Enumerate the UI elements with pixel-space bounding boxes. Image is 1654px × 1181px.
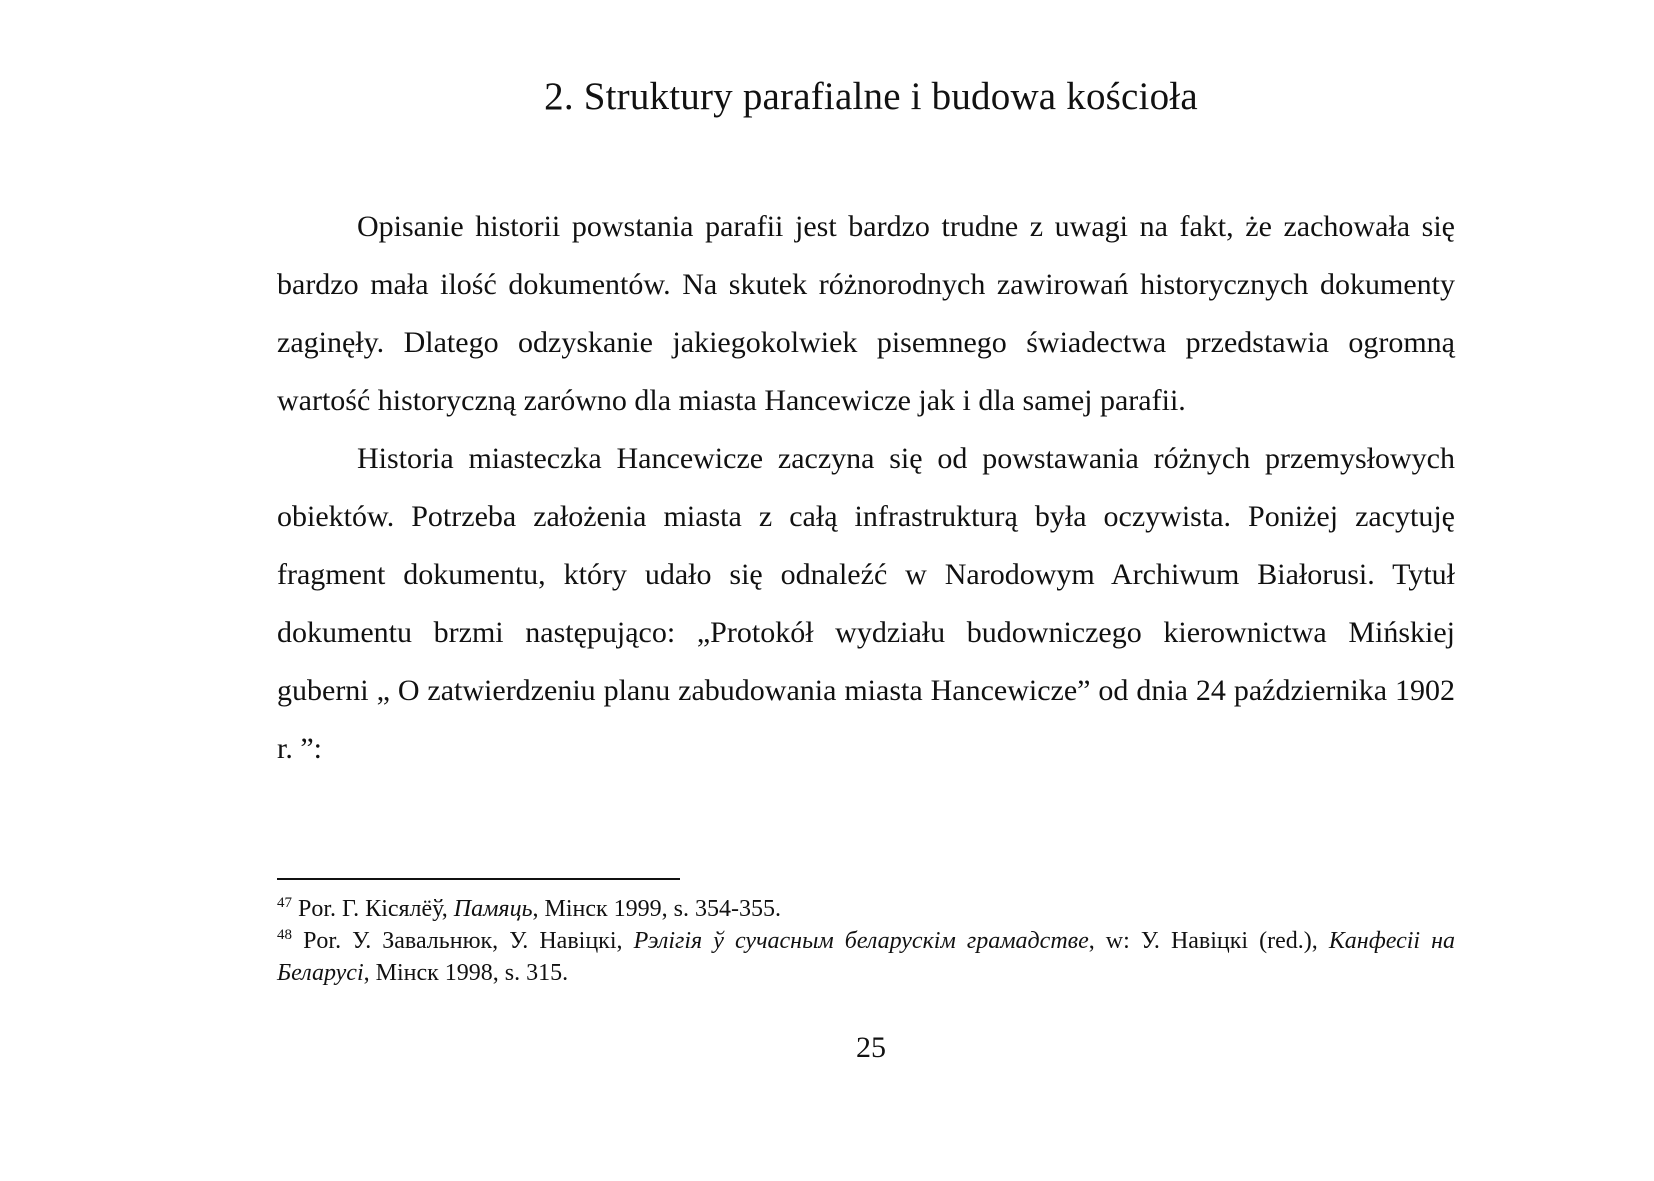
footnote-48 xyxy=(277,925,1455,989)
footnote-47 xyxy=(277,893,1455,925)
footnote-text: Por. У. Завальнюк, У. Навіцкі, xyxy=(303,928,634,954)
paragraph: Opisanie historii powstania parafii jest bardzo trudne z uwagi na fakt, że zachowała się bardzo mała ilość dokumentów. Na skutek różnorodnych zawirowań historycznych dokumenty zaginęły. Dlatego odzyskanie jakiegokolwiek pisemnego świadectwa przedstawia ogromną wartość historyczną zarówno dla miasta Hancewicze jak i dla samej parafii. xyxy=(277,210,1455,417)
footnote-title: Памяць xyxy=(453,896,533,922)
footnote-number: 48 xyxy=(277,927,292,943)
footnote-number: 47 xyxy=(277,895,292,911)
footnote-separator xyxy=(277,878,680,880)
footnotes xyxy=(277,893,1455,989)
chapter-title: 2. Struktury parafialne i budowa kościoła xyxy=(544,75,1198,118)
footnote-text: , w: У. Навіцкі (red.), xyxy=(1088,928,1329,954)
footnote-title: Канфесіі на Беларусі xyxy=(277,928,1456,986)
footnote-text: , Мінск 1998, s. 315. xyxy=(363,960,569,986)
body-text xyxy=(277,198,1455,778)
footnote-text: , Мінск 1999, s. 354-355. xyxy=(532,896,782,922)
footnote-text: Por. Г. Кісялёў, xyxy=(298,896,454,922)
footnote-title: Рэлігія ў сучасным беларускім грамадстве xyxy=(633,928,1089,954)
paragraph: Historia miasteczka Hancewicze zaczyna się od powstawania różnych przemysłowych obiektów. Potrzeba założenia miasta z całą infrastrukturą była oczywista. Poniżej zacytuję fragment dokumentu, który udało się odnaleźć w Narodowym Archiwum Białorusi. Tytuł dokumentu brzmi następująco: „Protokół wydziału budowniczego kierownictwa Mińskiej guberni „ O zatwierdzeniu planu zabudowania miasta Hancewicze” od dnia 24 października 1902 r. ”: xyxy=(277,442,1455,765)
page-number: 25 xyxy=(856,1031,886,1064)
